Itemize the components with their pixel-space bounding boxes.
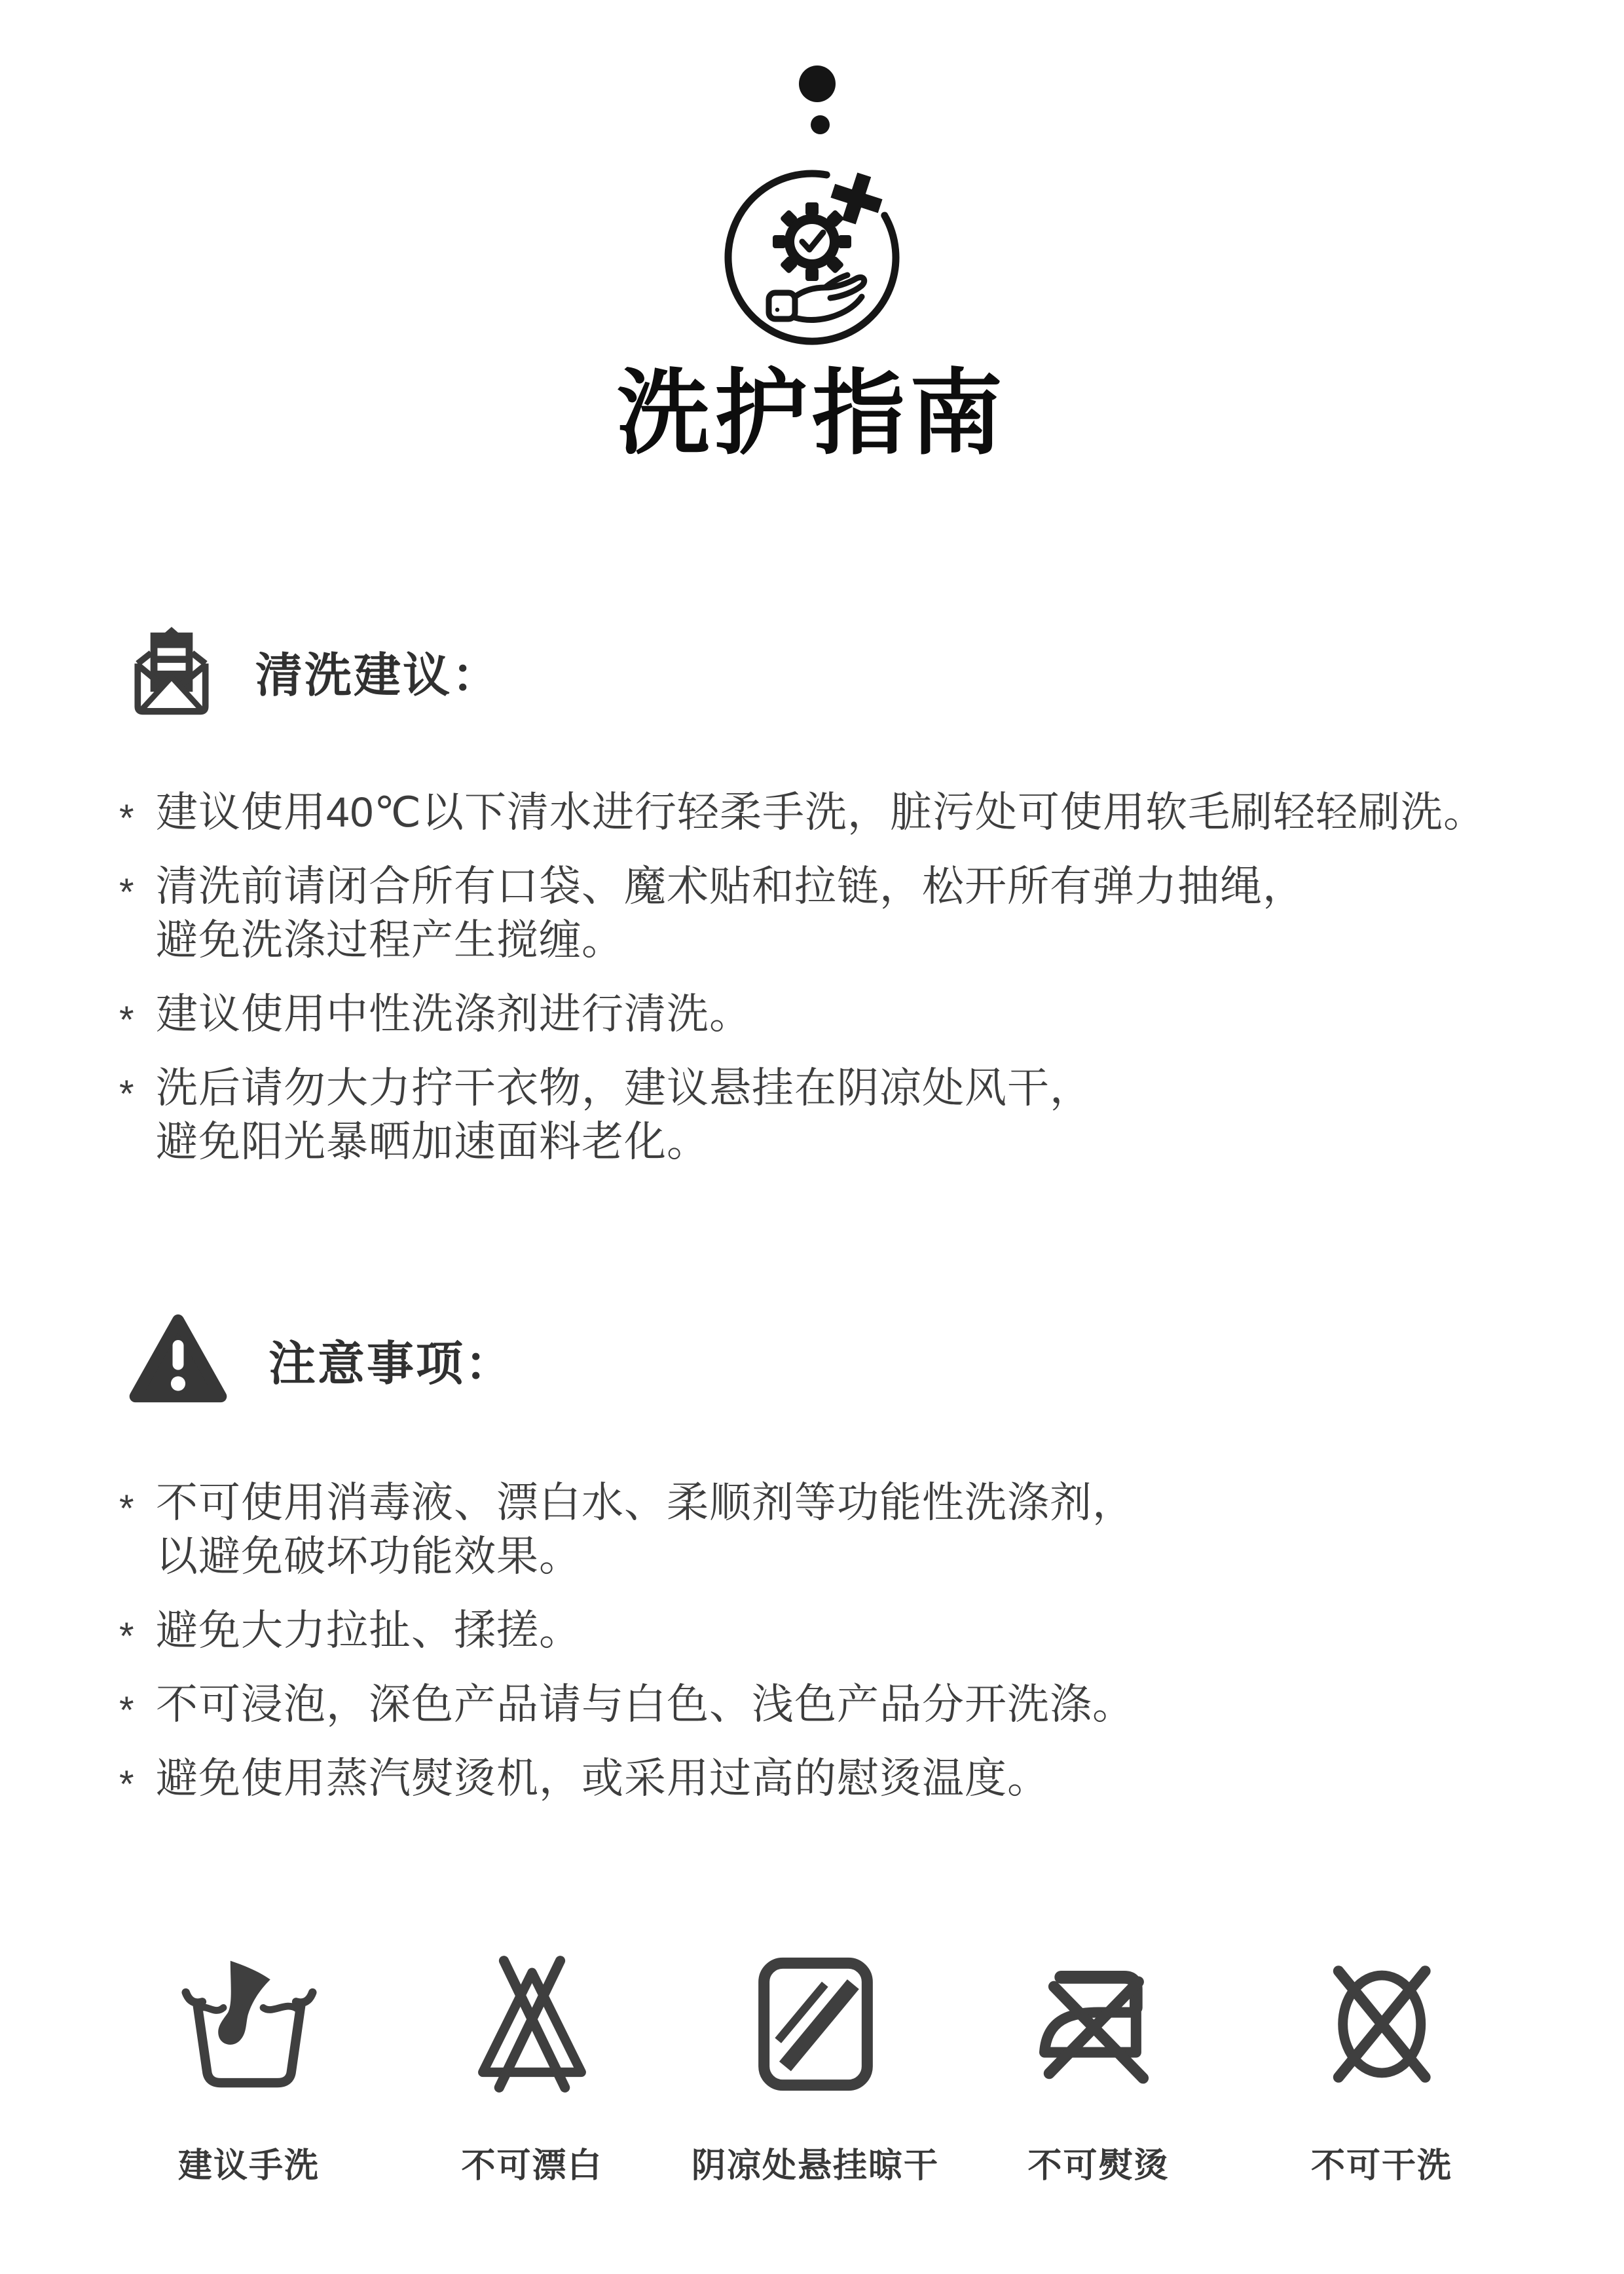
bullet-marker: * bbox=[119, 1073, 134, 1115]
bullet-text bbox=[156, 859, 1305, 967]
hand-icon bbox=[769, 275, 864, 320]
bullet-item bbox=[119, 1751, 1624, 1805]
bullet-marker: * bbox=[119, 1763, 134, 1806]
warning-triangle-icon bbox=[126, 1312, 231, 1407]
bullet-line: 建议使用40℃以下清水进行轻柔手洗，脏污处可使用软毛刷轻轻刷洗。 bbox=[156, 789, 1486, 836]
care-symbol bbox=[1274, 1954, 1490, 2187]
section-header-washing bbox=[0, 625, 1624, 717]
care-symbol-label: 阴凉处悬挂晾干 bbox=[692, 2147, 940, 2185]
section-header-precautions bbox=[0, 1312, 1624, 1407]
decor-dot-small bbox=[811, 115, 830, 134]
bullet-line: 以避免破坏功能效果。 bbox=[156, 1533, 581, 1580]
section-precautions bbox=[0, 1312, 1624, 1805]
care-symbol bbox=[424, 1954, 640, 2187]
bullet-item bbox=[119, 1061, 1624, 1168]
bullet-line: 避免阳光暴晒加速面料老化。 bbox=[156, 1118, 709, 1165]
bullet-text bbox=[156, 1061, 1092, 1168]
bullet-item bbox=[119, 1476, 1624, 1583]
bullet-item bbox=[119, 785, 1624, 839]
bullet-line: 不可浸泡，深色产品请与白色、浅色产品分开洗涤。 bbox=[156, 1681, 1135, 1728]
bullet-item bbox=[119, 1603, 1624, 1657]
bullet-marker: * bbox=[119, 1615, 134, 1658]
spacer bbox=[0, 1189, 1624, 1312]
bullet-line: 清洗前请闭合所有口袋、魔术贴和拉链，松开所有弹力抽绳， bbox=[156, 863, 1305, 910]
bullet-marker: * bbox=[119, 999, 134, 1041]
bullet-text bbox=[156, 785, 1486, 839]
bullet-text bbox=[156, 987, 752, 1041]
care-symbol bbox=[991, 1954, 1207, 2187]
bullet-item bbox=[119, 987, 1624, 1041]
bullet-marker: * bbox=[119, 1689, 134, 1732]
bullet-line: 建议使用中性洗涤剂进行清洗。 bbox=[156, 990, 752, 1037]
bullet-text bbox=[156, 1751, 1050, 1805]
bullet-item bbox=[119, 859, 1624, 967]
care-symbol bbox=[692, 1954, 940, 2187]
page-title: 洗护指南 bbox=[617, 362, 1007, 466]
bullet-line: 洗后请勿大力拧干衣物，建议悬挂在阴凉处风干， bbox=[156, 1064, 1092, 1111]
hero-cluster bbox=[0, 0, 1624, 466]
envelope-icon bbox=[126, 625, 217, 717]
gear-check-icon bbox=[773, 202, 851, 281]
bullet-marker: * bbox=[119, 797, 134, 840]
no-bleach-icon bbox=[462, 1954, 602, 2095]
care-symbol-label: 不可漂白 bbox=[461, 2147, 603, 2185]
section-heading: 清洗建议： bbox=[255, 650, 502, 702]
section-washing-advice bbox=[0, 625, 1624, 1168]
bullet-line: 不可使用消毒液、漂白水、柔顺剂等功能性洗涤剂， bbox=[156, 1479, 1135, 1526]
decor-dot-large bbox=[799, 65, 836, 102]
bullet-line: 避免大力拉扯、揉搓。 bbox=[156, 1607, 581, 1654]
bullet-marker: * bbox=[119, 1487, 134, 1530]
care-service-icon bbox=[720, 163, 904, 346]
section-heading: 注意事项： bbox=[268, 1338, 515, 1390]
bullet-list-precautions bbox=[0, 1476, 1624, 1805]
bullet-line: 避免洗涤过程产生搅缠。 bbox=[156, 916, 624, 963]
bullet-marker: * bbox=[119, 871, 134, 914]
care-symbols-row bbox=[0, 1825, 1624, 2187]
care-symbol-label: 不可熨烫 bbox=[1027, 2147, 1170, 2185]
bullet-line: 避免使用蒸汽熨烫机，或采用过高的慰烫温度。 bbox=[156, 1755, 1050, 1802]
no-iron-icon bbox=[1028, 1954, 1169, 2095]
care-symbol-label: 建议手洗 bbox=[177, 2147, 320, 2185]
bullet-list-washing bbox=[0, 785, 1624, 1168]
hand-wash-icon bbox=[179, 1954, 320, 2095]
bullet-text bbox=[156, 1476, 1135, 1583]
shade-hang-dry-icon bbox=[745, 1954, 886, 2095]
no-dry-clean-icon bbox=[1317, 1954, 1447, 2095]
care-symbol bbox=[141, 1954, 357, 2187]
care-symbol-label: 不可干洗 bbox=[1310, 2147, 1452, 2185]
bullet-text bbox=[156, 1603, 581, 1657]
bullet-text bbox=[156, 1677, 1135, 1731]
bullet-item bbox=[119, 1677, 1624, 1731]
spacer bbox=[0, 463, 1624, 625]
